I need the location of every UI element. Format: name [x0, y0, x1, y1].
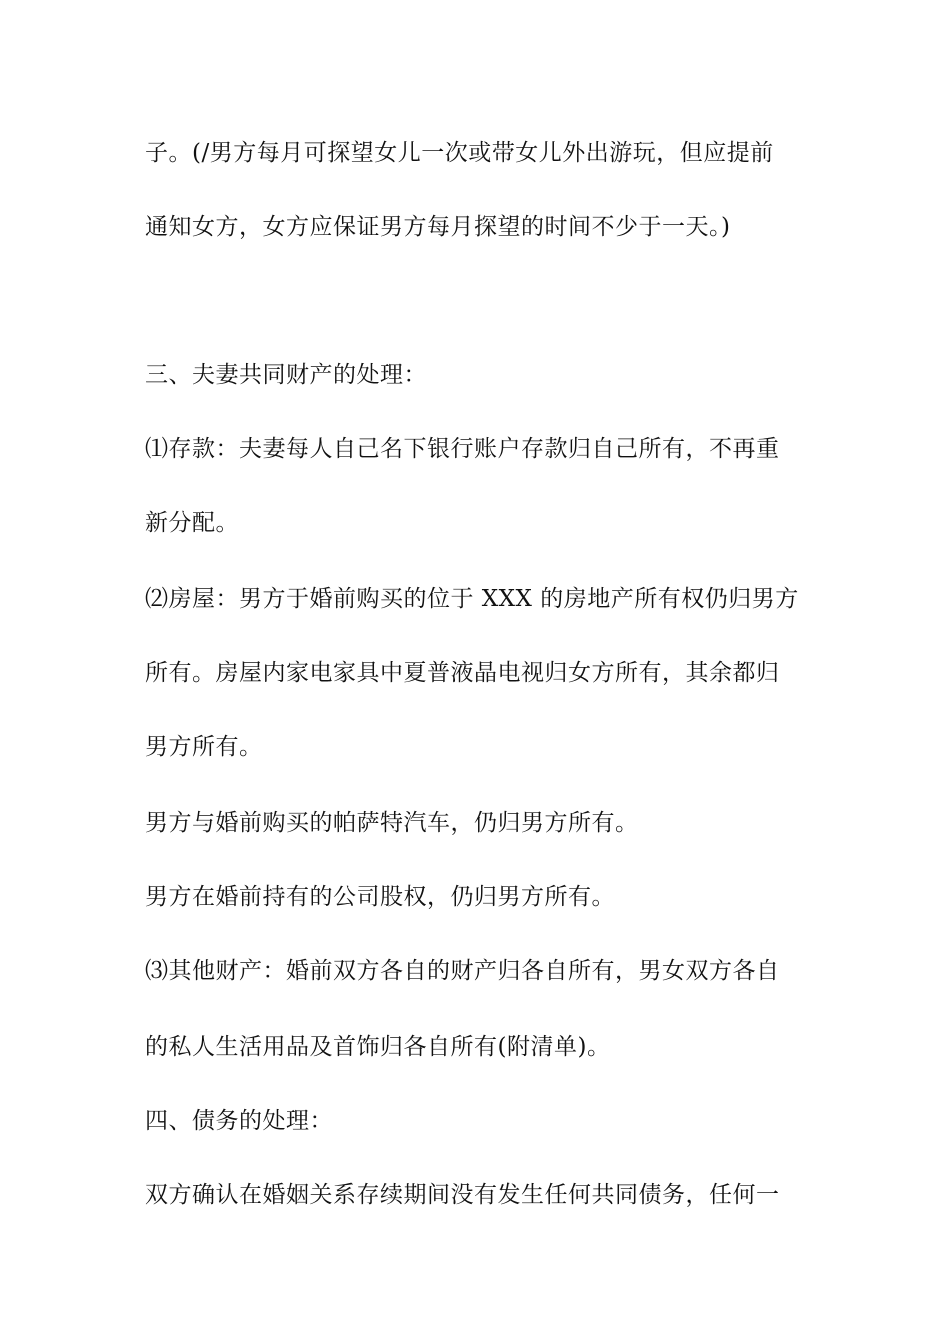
paragraph-line: 男方与婚前购买的帕萨特汽车，仍归男方所有。 — [145, 810, 639, 836]
section-heading-debt: 四、债务的处理： — [145, 1108, 333, 1134]
paragraph-line: 所有。房屋内家电家具中夏普液晶电视归女方所有，其余都归 — [145, 660, 780, 686]
paragraph-line: ⑴存款：夫妻每人自己名下银行账户存款归自己所有，不再重 — [145, 436, 780, 462]
paragraph-line: 双方确认在婚姻关系存续期间没有发生任何共同债务，任何一 — [145, 1182, 780, 1208]
paragraph-line: 新分配。 — [145, 510, 239, 536]
paragraph-line: 的私人生活用品及首饰归各自所有(附清单)。 — [145, 1034, 611, 1060]
paragraph-line: ⑵房屋：男方于婚前购买的位于 XXX 的房地产所有权仍归男方 — [145, 586, 799, 612]
paragraph-line: 子。(/男方每月可探望女儿一次或带女儿外出游玩，但应提前 — [145, 140, 774, 166]
paragraph-line: 男方在婚前持有的公司股权，仍归男方所有。 — [145, 884, 615, 910]
paragraph-line: 通知女方，女方应保证男方每月探望的时间不少于一天。) — [145, 214, 731, 240]
paragraph-line: ⑶其他财产：婚前双方各自的财产归各自所有，男女双方各自 — [145, 958, 780, 984]
paragraph-line: 男方所有。 — [145, 734, 263, 760]
section-heading-property: 三、夫妻共同财产的处理： — [145, 362, 427, 388]
